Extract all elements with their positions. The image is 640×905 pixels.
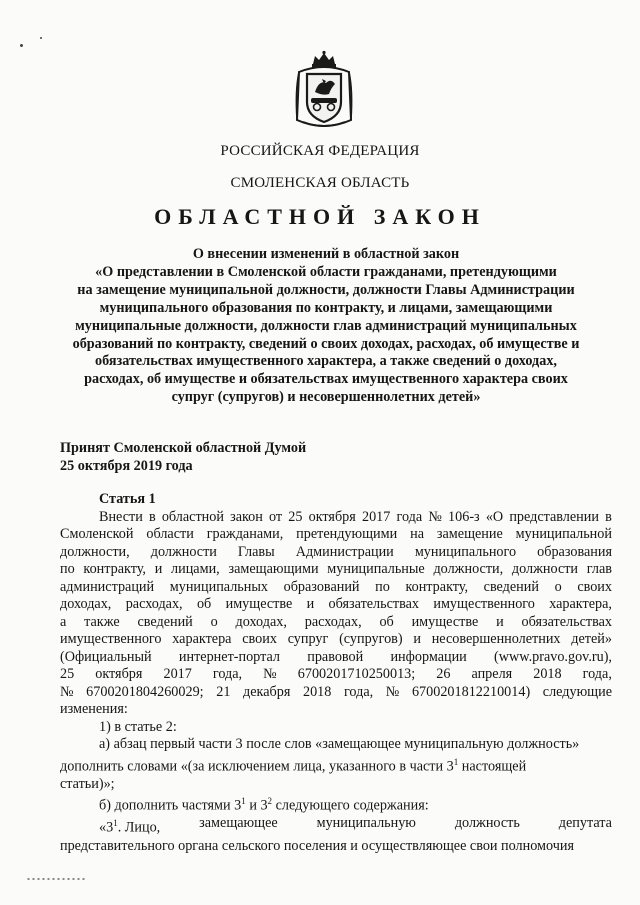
text-line xyxy=(60,631,612,649)
text-line xyxy=(60,614,612,632)
text-word: о xyxy=(210,613,218,630)
heading-line: О внесении изменений в областной закон xyxy=(192,246,460,262)
text-word: образований xyxy=(283,578,360,595)
text-word: депутата xyxy=(558,815,612,832)
text-word: должности xyxy=(150,543,217,560)
text-word: 2017 xyxy=(361,508,391,525)
text-word: расходах, xyxy=(125,596,183,612)
text-word: муниципального xyxy=(414,543,517,560)
text-word: от xyxy=(269,508,283,525)
text-word: по xyxy=(60,561,75,577)
text-word: следующие xyxy=(542,683,612,700)
text-word: замещающими xyxy=(228,561,319,577)
text-line xyxy=(60,596,612,614)
text-word: муниципальной xyxy=(515,526,612,542)
text-word: муниципальную xyxy=(316,815,416,832)
text-word: глав xyxy=(586,561,612,577)
text-word: должность xyxy=(454,815,520,832)
coat-of-arms-icon xyxy=(293,50,355,130)
heading-line: супруг (супругов) и несовершеннолетних детей» xyxy=(171,389,481,406)
text-word: сведений xyxy=(137,613,193,630)
text-word: также xyxy=(84,613,120,630)
text-word: сведений xyxy=(483,578,539,595)
text-word: 25 xyxy=(288,508,303,525)
text-word: Администрации xyxy=(295,543,394,560)
superscript: 1 xyxy=(453,756,459,767)
text-word: своих xyxy=(577,578,612,595)
text-word: имуществе xyxy=(411,613,479,630)
text-word: и xyxy=(413,631,421,647)
text-word: (супругов) xyxy=(339,631,403,647)
text-word: расходах, xyxy=(304,613,362,630)
text-word: в xyxy=(148,508,156,525)
text-word: претендующими xyxy=(296,526,398,542)
text-word: Главы xyxy=(237,543,275,560)
superscript: 2 xyxy=(267,796,273,807)
text-word: закон xyxy=(230,508,263,525)
text-word: области xyxy=(146,526,194,542)
text-line xyxy=(60,649,612,667)
text-line xyxy=(60,526,612,544)
law-heading xyxy=(60,246,592,407)
text-word: 6700201710250013; xyxy=(297,666,416,682)
text-word: по xyxy=(375,578,390,595)
text-word: в xyxy=(605,508,612,525)
text-word: представительного органа сельского поселения и осуществляющее свои полномочия xyxy=(60,837,575,854)
text-word: характера xyxy=(172,631,232,647)
text-word: «О xyxy=(485,508,504,525)
text-word: лицами, xyxy=(171,561,220,577)
text-word: доходах, xyxy=(235,613,287,630)
text-word: замещение xyxy=(436,526,503,542)
adopted-date: 25 октября 2019 года xyxy=(60,457,193,474)
text-word: года, xyxy=(582,666,612,682)
text-word: контракту, xyxy=(83,561,146,577)
text-word: (Официальный xyxy=(60,648,152,665)
article-intro xyxy=(60,509,612,702)
text-word: представлении xyxy=(509,508,599,525)
text-line xyxy=(60,684,612,702)
text-line xyxy=(60,701,612,719)
superscript: 1 xyxy=(113,818,118,829)
text-word: 26 xyxy=(436,666,451,682)
adoption-info xyxy=(60,440,306,475)
heading-line: обязательствах имущественного характера, а также сведений о доходах, xyxy=(95,353,557,370)
text-word: своих xyxy=(242,631,277,647)
heading-line: муниципального образования по контракту, и лицами, замещающими xyxy=(99,299,553,316)
text-word: на xyxy=(410,526,424,542)
text-word: изменения: xyxy=(60,701,128,717)
text-word: должности, xyxy=(60,543,130,560)
text-word: интернет-портал xyxy=(178,648,280,665)
heading-line: на замещение муниципальной должности, должности Главы Администрации xyxy=(77,281,575,298)
text-word: 2017 xyxy=(163,666,192,682)
text-word: а xyxy=(60,613,67,630)
text-word: 21 xyxy=(216,683,231,700)
text-word: Смоленской xyxy=(60,526,134,542)
text-word: контракту, xyxy=(405,578,469,595)
heading-line: образований по контракту, сведений о своих доходах, расходах, об имуществе и xyxy=(72,335,580,352)
text-word: муниципальные xyxy=(327,561,425,577)
item-a-line: статьи)»; xyxy=(60,775,115,792)
heading-line: муниципальные должности, должности глав администраций муниципальных xyxy=(75,317,577,334)
text-word: декабря xyxy=(243,683,291,700)
text-word: 2018 xyxy=(533,666,562,682)
text-word: муниципальных xyxy=(169,578,268,595)
text-word: 106-з xyxy=(448,508,480,525)
region-header: СМОЛЕНСКАЯ ОБЛАСТЬ xyxy=(230,175,410,191)
text-word: характера, xyxy=(549,596,612,612)
adopted-by: Принят Смоленской областной Думой xyxy=(60,440,307,456)
text-word: 6700201812210014) xyxy=(411,683,531,700)
text-word: о xyxy=(554,578,562,595)
text-word: об xyxy=(196,596,212,612)
text-word: и xyxy=(496,613,504,630)
text-word: года xyxy=(396,508,423,525)
text-word: имущественного xyxy=(433,596,535,612)
text-word: и xyxy=(154,561,163,577)
text-word: апреля xyxy=(471,666,513,682)
article-title: Статья 1 xyxy=(99,491,156,507)
text-word: октября xyxy=(95,666,143,682)
text-word: правовой xyxy=(307,648,364,665)
heading-line: «О представлении в Смоленской области гражданами, претендующими xyxy=(95,263,557,280)
text-word: гражданами, xyxy=(206,526,284,542)
item-a-text: настоящей xyxy=(458,758,527,775)
text-word: администраций xyxy=(60,578,155,595)
text-word: обязательствах xyxy=(328,596,420,612)
text-word: областной xyxy=(161,508,224,525)
text-line xyxy=(60,509,612,527)
text-word: (www.pravo.gov.ru), xyxy=(494,648,612,665)
item-b-line: б) дополнить частями $3^1$ и $3^2$ следующего содержания: xyxy=(99,796,429,814)
quote-line: «$3^1$. Лицо, замещающее муниципальную должность депутата xyxy=(99,815,612,837)
scan-dots xyxy=(26,878,86,880)
item-a-line xyxy=(60,754,612,776)
scan-speck xyxy=(20,44,23,47)
text-line xyxy=(60,544,612,562)
text-word: замещающее xyxy=(199,815,278,832)
text-word: информации xyxy=(390,648,467,665)
text-line xyxy=(60,561,612,579)
text-word: года, xyxy=(212,666,243,682)
text-line xyxy=(60,579,612,597)
text-word: октября xyxy=(308,508,356,525)
text-word: Внести xyxy=(99,508,143,525)
text-word: № xyxy=(385,683,400,700)
text-word: должности, xyxy=(433,561,504,577)
text-word: 25 xyxy=(60,666,75,682)
text-word: года, xyxy=(343,683,374,700)
article-body xyxy=(60,491,612,855)
text-line xyxy=(60,838,612,856)
text-word: супруг xyxy=(287,631,329,647)
text-word: № xyxy=(60,683,74,700)
text-word: № xyxy=(428,508,442,525)
text-word: обязательствах xyxy=(521,613,612,630)
item-a-text: дополнить словами «(за исключением лица, указанного в части 3 xyxy=(60,758,454,775)
text-word: об xyxy=(379,613,394,630)
text-word: имуществе xyxy=(225,596,293,612)
text-word: и xyxy=(306,596,315,612)
heading-line: расходах, об имуществе и обязательствах имущественного характера своих xyxy=(84,371,568,388)
text-word: № xyxy=(263,666,277,682)
text-word: 2018 xyxy=(302,683,332,700)
item-1: 1) в статье 2: xyxy=(99,718,177,735)
text-word: доходах, xyxy=(60,596,112,612)
federation-header: РОССИЙСКАЯ ФЕДЕРАЦИЯ xyxy=(220,143,420,159)
text-word: несовершеннолетних xyxy=(431,631,561,647)
text-word: детей» xyxy=(571,631,612,647)
text-word: образования xyxy=(537,543,612,560)
superscript: 1 xyxy=(241,796,246,807)
text-word: должности xyxy=(511,561,579,577)
scan-speck xyxy=(40,37,42,39)
law-title: ОБЛАСТНОЙ ЗАКОН xyxy=(154,204,486,229)
item-a-line: а) абзац первый части 3 после слов «замещающее муниципальную должность» xyxy=(99,736,580,752)
text-line xyxy=(60,666,612,684)
text-word: имущественного xyxy=(60,631,162,647)
text-word: 6700201804260029; xyxy=(86,683,204,700)
